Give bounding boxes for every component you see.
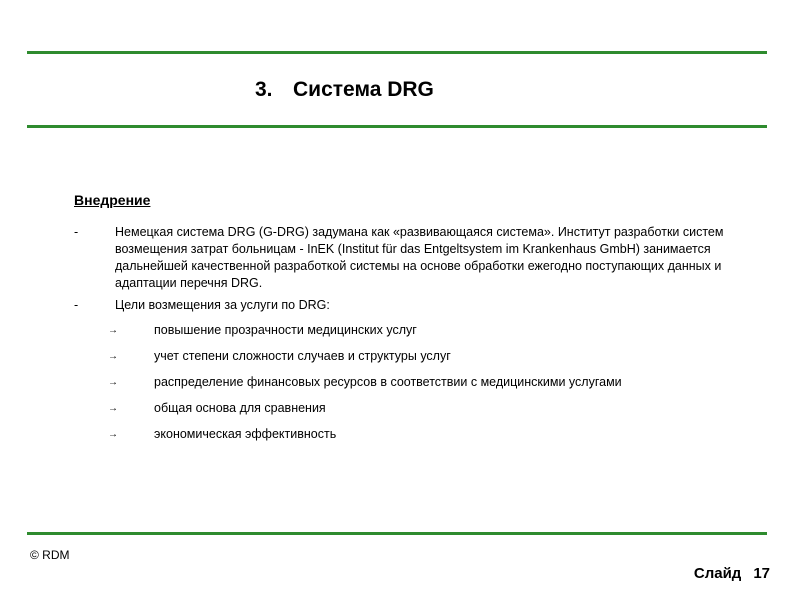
top-divider	[27, 51, 767, 54]
sub-list-item	[108, 426, 336, 443]
bullet-item	[74, 297, 734, 314]
slide-title-number: 3.	[255, 78, 273, 101]
footer-divider	[27, 532, 767, 535]
slide-title	[255, 78, 434, 102]
arrow-right-icon: →	[108, 377, 118, 388]
bullet-item	[74, 224, 734, 292]
bullet-marker: -	[74, 225, 79, 239]
section-heading: Внедрение	[74, 192, 151, 208]
slide-number	[694, 565, 770, 582]
sub-list-item-text: общая основа для сравнения	[154, 401, 326, 415]
slide-number-value: 17	[753, 565, 770, 582]
arrow-right-icon: →	[108, 325, 118, 336]
sub-list-item	[108, 348, 451, 365]
bullet-text: Цели возмещения за услуги по DRG:	[115, 298, 330, 312]
arrow-right-icon: →	[108, 351, 118, 362]
sub-list-item	[108, 374, 622, 391]
bullet-text: Немецкая система DRG (G-DRG) задумана как «развивающаяся система». Институт разработки систем возмещения затрат больницам - InEK (Institut für das Entgeltsystem im Krankenhaus GmbH) занимается дальнейшей качественной разработкой системы на основе обработки ежегодно поступающих данных и адаптации перечня DRG.	[115, 225, 724, 290]
slide-number-label: Слайд	[693, 565, 742, 582]
sub-list-item-text: распределение финансовых ресурсов в соответствии с медицинскими услугами	[154, 375, 622, 389]
slide-title-text: Система DRG	[293, 78, 434, 101]
arrow-right-icon: →	[108, 403, 118, 414]
copyright-notice: © RDM	[30, 548, 70, 562]
sub-list-item	[108, 400, 326, 417]
title-divider	[27, 125, 767, 128]
sub-list-item-text: экономическая эффективность	[154, 427, 337, 441]
sub-list-item-text: повышение прозрачности медицинских услуг	[154, 323, 417, 337]
arrow-right-icon: →	[108, 429, 118, 440]
sub-list-item	[108, 322, 417, 339]
sub-list-item-text: учет степени сложности случаев и структуры услуг	[154, 349, 451, 363]
bullet-marker: -	[74, 298, 79, 312]
